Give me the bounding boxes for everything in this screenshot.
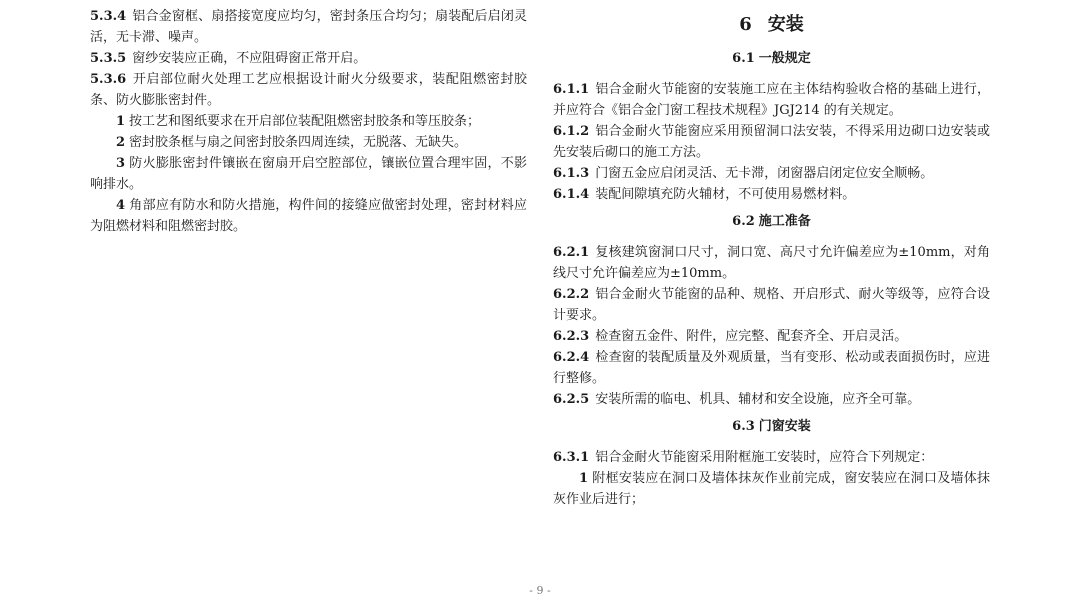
clause-text: 窗纱安装应正确，不应阻碍窗正常开启。	[132, 51, 367, 66]
item-text: 按工艺和图纸要求在开启部位装配阻燃密封胶条和等压胶条；	[129, 114, 481, 129]
clause-5-3-4	[90, 6, 527, 48]
section-heading-6-2	[553, 211, 990, 232]
clause-text: 开启部位耐火处理工艺应根据设计耐火分级要求，装配阻燃密封胶条、防火膨胀密封件。	[90, 72, 527, 108]
item-text: 角部应有防水和防火措施，构件间的接缝应做密封处理，密封材料应为阻燃材料和阻燃密封胶。	[90, 198, 527, 234]
clause-6-1-3	[553, 163, 990, 184]
page-number: - 9 -	[529, 584, 551, 597]
clause-number: 6.2.5	[553, 392, 590, 407]
clause-6-2-5	[553, 389, 990, 410]
item-number: 1	[116, 114, 126, 129]
item-number: 1	[579, 471, 589, 486]
clause-text: 铝合金耐火节能窗应采用预留洞口法安装，不得采用边砌口边安装或先安装后砌口的施工方法。	[553, 124, 990, 160]
clause-6-1-1	[553, 79, 990, 121]
clause-text: 装配间隙填充防火辅材，不可使用易燃材料。	[595, 187, 856, 202]
clause-number: 6.2.3	[553, 329, 590, 344]
clause-text: 铝合金窗框、扇搭接宽度应均匀，密封条压合均匀；扇装配后启闭灵活，无卡滞、噪声。	[90, 9, 527, 45]
subitem-4	[90, 195, 527, 237]
clause-6-2-2	[553, 284, 990, 326]
section-heading-6-3	[553, 416, 990, 437]
subitem-2	[90, 132, 527, 153]
section-number: 6.1	[732, 51, 755, 66]
clause-text: 铝合金耐火节能窗的安装施工应在主体结构验收合格的基础上进行，并应符合《铝合金门窗工程技术规程》JGJ214 的有关规定。	[553, 82, 990, 118]
item-number: 2	[116, 135, 126, 150]
item-number: 4	[116, 198, 126, 213]
clause-text: 安装所需的临电、机具、辅材和安全设施，应齐全可靠。	[595, 392, 921, 407]
clause-6-1-4	[553, 184, 990, 205]
clause-number: 6.2.1	[553, 245, 590, 260]
clause-number: 6.1.2	[553, 124, 590, 139]
clause-number: 6.2.4	[553, 350, 590, 365]
right-column	[553, 6, 990, 510]
clause-6-2-3	[553, 326, 990, 347]
clause-text: 检查窗的装配质量及外观质量，当有变形、松动或表面损伤时，应进行整修。	[553, 350, 990, 386]
clause-number: 6.1.3	[553, 166, 590, 181]
section-title: 一般规定	[758, 51, 811, 66]
subitem-1	[90, 111, 527, 132]
subitem-3	[90, 153, 527, 195]
clause-text: 门窗五金应启闭灵活、无卡滞，闭窗器启闭定位安全顺畅。	[595, 166, 934, 181]
clause-number: 6.3.1	[553, 450, 590, 465]
clause-number: 6.1.1	[553, 82, 590, 97]
clause-number: 5.3.4	[90, 9, 127, 24]
clause-number: 6.1.4	[553, 187, 590, 202]
clause-text: 复核建筑窗洞口尺寸，洞口宽、高尺寸允许偏差应为±10mm，对角线尺寸允许偏差应为±10mm。	[553, 245, 990, 281]
chapter-number: 6	[739, 14, 752, 35]
clause-6-2-4	[553, 347, 990, 389]
chapter-heading	[553, 12, 990, 38]
item-text: 密封胶条框与扇之间密封胶条四周连续，无脱落、无缺失。	[129, 135, 468, 150]
clause-text: 铝合金耐火节能窗采用附框施工安装时，应符合下列规定：	[595, 450, 934, 465]
left-column	[90, 6, 527, 237]
clause-6-1-2	[553, 121, 990, 163]
clause-6-2-1	[553, 242, 990, 284]
clause-number: 5.3.6	[90, 72, 127, 87]
item-text: 防火膨胀密封件镶嵌在窗扇开启空腔部位，镶嵌位置合理牢固，不影响排水。	[90, 156, 527, 192]
clause-text: 检查窗五金件、附件，应完整、配套齐全、开启灵活。	[595, 329, 908, 344]
clause-5-3-6	[90, 69, 527, 111]
item-text: 附框安装应在洞口及墙体抹灰作业前完成，窗安装应在洞口及墙体抹灰作业后进行；	[553, 471, 990, 507]
clause-text: 铝合金耐火节能窗的品种、规格、开启形式、耐火等级等，应符合设计要求。	[553, 287, 990, 323]
section-number: 6.3	[732, 419, 755, 434]
item-number: 3	[116, 156, 126, 171]
section-title: 门窗安装	[758, 419, 811, 434]
section-title: 施工准备	[758, 214, 811, 229]
clause-5-3-5	[90, 48, 527, 69]
subitem-1	[553, 468, 990, 510]
clause-6-3-1	[553, 447, 990, 468]
section-number: 6.2	[732, 214, 755, 229]
clause-number: 5.3.5	[90, 51, 127, 66]
clause-number: 6.2.2	[553, 287, 590, 302]
chapter-title: 安装	[767, 14, 804, 35]
section-heading-6-1	[553, 48, 990, 69]
